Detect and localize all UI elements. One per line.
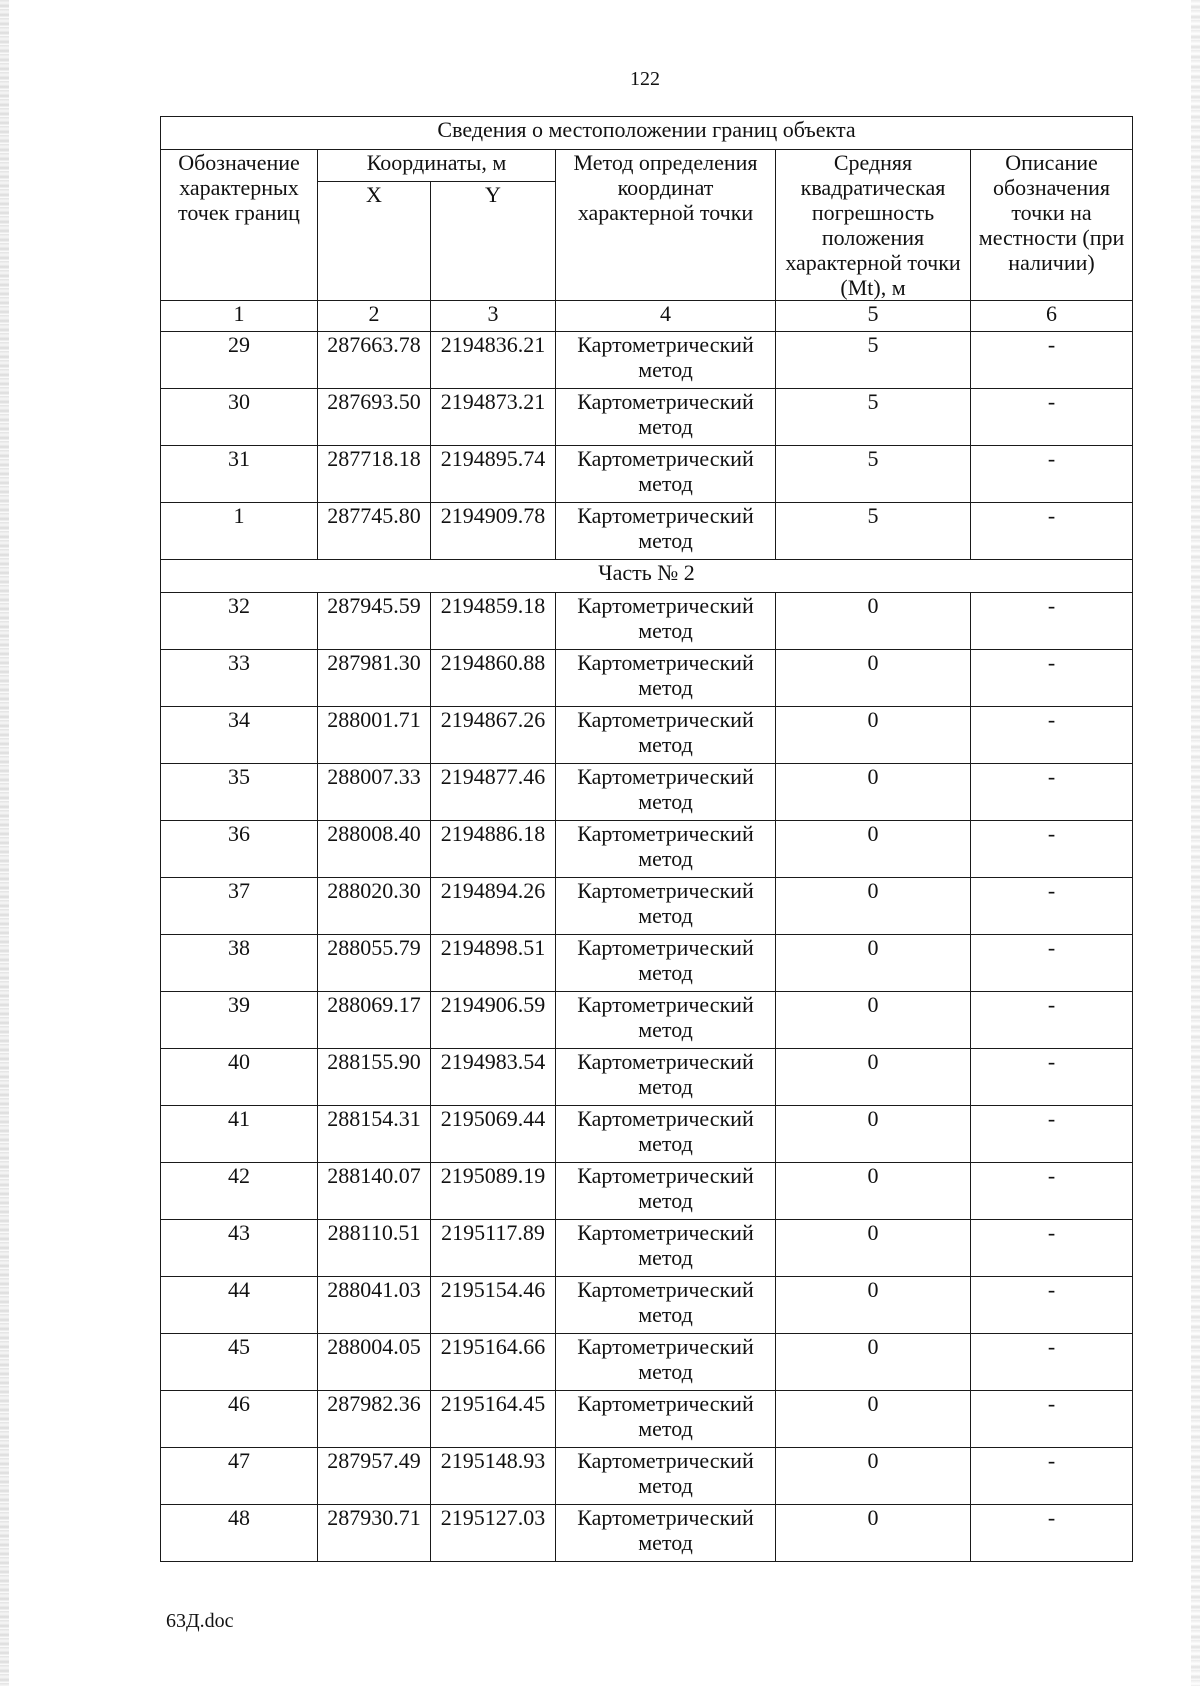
cell-x: 288110.51: [318, 1220, 431, 1277]
cell-x: 287718.18: [318, 446, 431, 503]
cell-x: 288008.40: [318, 821, 431, 878]
cell-error: 0: [776, 1334, 971, 1391]
cell-method: Картометрический метод: [556, 1334, 776, 1391]
cell-x: 288004.05: [318, 1334, 431, 1391]
table-row: [161, 935, 1133, 992]
cell-y: 2194894.26: [431, 878, 556, 935]
cell-error: 5: [776, 503, 971, 560]
cell-x: 287663.78: [318, 332, 431, 389]
header-error: Средняя квадратическая погрешность положения характерной точки (Mt), м: [776, 150, 971, 301]
cell-method: Картометрический метод: [556, 1277, 776, 1334]
part-1-rows: [161, 332, 1133, 560]
cell-y: 2194836.21: [431, 332, 556, 389]
cell-x: 288140.07: [318, 1163, 431, 1220]
cell-description: -: [971, 764, 1133, 821]
cell-description: -: [971, 992, 1133, 1049]
cell-method: Картометрический метод: [556, 764, 776, 821]
cell-description: -: [971, 821, 1133, 878]
table-row: [161, 1106, 1133, 1163]
cell-method: Картометрический метод: [556, 1220, 776, 1277]
table-header: [161, 117, 1133, 332]
header-x: X: [318, 182, 431, 301]
cell-x: 287745.80: [318, 503, 431, 560]
cell-method: Картометрический метод: [556, 1163, 776, 1220]
table-row: [161, 1448, 1133, 1505]
column-number: 5: [776, 301, 971, 332]
cell-x: 288007.33: [318, 764, 431, 821]
table-row: [161, 707, 1133, 764]
cell-x: 287981.30: [318, 650, 431, 707]
cell-y: 2194859.18: [431, 593, 556, 650]
cell-y: 2195117.89: [431, 1220, 556, 1277]
table-row: [161, 821, 1133, 878]
table-row: [161, 1505, 1133, 1562]
cell-method: Картометрический метод: [556, 821, 776, 878]
cell-y: 2194906.59: [431, 992, 556, 1049]
cell-x: 287930.71: [318, 1505, 431, 1562]
cell-point: 38: [161, 935, 318, 992]
cell-x: 288055.79: [318, 935, 431, 992]
cell-description: -: [971, 878, 1133, 935]
column-number: 3: [431, 301, 556, 332]
cell-method: Картометрический метод: [556, 1448, 776, 1505]
section-header: [161, 560, 1133, 593]
cell-method: Картометрический метод: [556, 1505, 776, 1562]
cell-method: Картометрический метод: [556, 1391, 776, 1448]
cell-description: -: [971, 707, 1133, 764]
cell-y: 2195069.44: [431, 1106, 556, 1163]
header-point: Обозначение характерных точек границ: [161, 150, 318, 301]
cell-error: 0: [776, 1049, 971, 1106]
cell-y: 2194983.54: [431, 1049, 556, 1106]
cell-error: 0: [776, 1448, 971, 1505]
page-number: 122: [630, 68, 660, 90]
table-row: [161, 1391, 1133, 1448]
cell-point: 42: [161, 1163, 318, 1220]
boundary-coordinates-table: [160, 116, 1133, 1562]
cell-description: -: [971, 935, 1133, 992]
table-row: [161, 1220, 1133, 1277]
cell-y: 2194867.26: [431, 707, 556, 764]
cell-x: 288069.17: [318, 992, 431, 1049]
cell-y: 2194873.21: [431, 389, 556, 446]
cell-error: 0: [776, 707, 971, 764]
table-row: [161, 1049, 1133, 1106]
cell-error: 0: [776, 1277, 971, 1334]
cell-y: 2194895.74: [431, 446, 556, 503]
cell-error: 0: [776, 650, 971, 707]
cell-x: 288020.30: [318, 878, 431, 935]
header-coordinates: Координаты, м: [318, 150, 556, 182]
column-number: 6: [971, 301, 1133, 332]
cell-x: 287957.49: [318, 1448, 431, 1505]
cell-description: -: [971, 1391, 1133, 1448]
column-number: 4: [556, 301, 776, 332]
cell-error: 0: [776, 1163, 971, 1220]
cell-point: 48: [161, 1505, 318, 1562]
cell-y: 2194877.46: [431, 764, 556, 821]
cell-y: 2195127.03: [431, 1505, 556, 1562]
cell-point: 47: [161, 1448, 318, 1505]
cell-point: 37: [161, 878, 318, 935]
cell-error: 0: [776, 992, 971, 1049]
cell-point: 32: [161, 593, 318, 650]
cell-point: 46: [161, 1391, 318, 1448]
cell-description: -: [971, 1220, 1133, 1277]
cell-description: -: [971, 1448, 1133, 1505]
cell-point: 43: [161, 1220, 318, 1277]
table-row: [161, 332, 1133, 389]
cell-point: 34: [161, 707, 318, 764]
cell-description: -: [971, 1277, 1133, 1334]
scan-edge-right: [1191, 0, 1200, 1686]
column-number: 2: [318, 301, 431, 332]
cell-error: 0: [776, 1106, 971, 1163]
cell-error: 0: [776, 935, 971, 992]
cell-y: 2194909.78: [431, 503, 556, 560]
cell-method: Картометрический метод: [556, 992, 776, 1049]
cell-description: -: [971, 1505, 1133, 1562]
cell-description: -: [971, 446, 1133, 503]
cell-point: 39: [161, 992, 318, 1049]
cell-description: -: [971, 650, 1133, 707]
cell-method: Картометрический метод: [556, 503, 776, 560]
cell-x: 288155.90: [318, 1049, 431, 1106]
cell-point: 35: [161, 764, 318, 821]
cell-error: 0: [776, 1220, 971, 1277]
table-row: [161, 878, 1133, 935]
cell-method: Картометрический метод: [556, 1049, 776, 1106]
table-row: [161, 593, 1133, 650]
cell-point: 33: [161, 650, 318, 707]
cell-y: 2194898.51: [431, 935, 556, 992]
cell-description: -: [971, 1106, 1133, 1163]
cell-y: 2195154.46: [431, 1277, 556, 1334]
cell-error: 0: [776, 1391, 971, 1448]
table-row: [161, 446, 1133, 503]
cell-method: Картометрический метод: [556, 593, 776, 650]
cell-method: Картометрический метод: [556, 389, 776, 446]
cell-description: -: [971, 1049, 1133, 1106]
table-row: [161, 764, 1133, 821]
cell-point: 31: [161, 446, 318, 503]
cell-error: 0: [776, 821, 971, 878]
cell-x: 287693.50: [318, 389, 431, 446]
header-method: Метод определения координат характерной точки: [556, 150, 776, 301]
cell-error: 5: [776, 332, 971, 389]
cell-x: 287982.36: [318, 1391, 431, 1448]
cell-point: 36: [161, 821, 318, 878]
table-row: [161, 650, 1133, 707]
cell-point: 44: [161, 1277, 318, 1334]
cell-point: 30: [161, 389, 318, 446]
cell-point: 40: [161, 1049, 318, 1106]
cell-error: 0: [776, 764, 971, 821]
cell-point: 1: [161, 503, 318, 560]
cell-description: -: [971, 503, 1133, 560]
cell-description: -: [971, 332, 1133, 389]
cell-error: 5: [776, 446, 971, 503]
header-description: Описание обозначения точки на местности (при наличии): [971, 150, 1133, 301]
cell-y: 2195164.66: [431, 1334, 556, 1391]
cell-x: 288001.71: [318, 707, 431, 764]
cell-method: Картометрический метод: [556, 878, 776, 935]
footer-document-name: 63Д.doc: [166, 1610, 234, 1632]
table-row: [161, 1163, 1133, 1220]
cell-x: 287945.59: [318, 593, 431, 650]
cell-method: Картометрический метод: [556, 1106, 776, 1163]
cell-description: -: [971, 593, 1133, 650]
cell-error: 0: [776, 593, 971, 650]
cell-y: 2194860.88: [431, 650, 556, 707]
cell-method: Картометрический метод: [556, 446, 776, 503]
cell-description: -: [971, 1334, 1133, 1391]
part-2-rows: [161, 593, 1133, 1562]
cell-y: 2195089.19: [431, 1163, 556, 1220]
cell-y: 2195164.45: [431, 1391, 556, 1448]
table-row: [161, 389, 1133, 446]
cell-description: -: [971, 1163, 1133, 1220]
cell-y: 2194886.18: [431, 821, 556, 878]
table-title: Сведения о местоположении границ объекта: [161, 117, 1133, 150]
section-label: Часть № 2: [161, 560, 1133, 593]
cell-error: 0: [776, 878, 971, 935]
cell-method: Картометрический метод: [556, 707, 776, 764]
table-row: [161, 503, 1133, 560]
cell-point: 29: [161, 332, 318, 389]
column-number: 1: [161, 301, 318, 332]
table-row: [161, 1334, 1133, 1391]
cell-description: -: [971, 389, 1133, 446]
cell-x: 288154.31: [318, 1106, 431, 1163]
cell-method: Картометрический метод: [556, 332, 776, 389]
scan-edge-left: [0, 0, 9, 1686]
cell-point: 41: [161, 1106, 318, 1163]
cell-error: 5: [776, 389, 971, 446]
cell-error: 0: [776, 1505, 971, 1562]
cell-method: Картометрический метод: [556, 650, 776, 707]
cell-x: 288041.03: [318, 1277, 431, 1334]
cell-method: Картометрический метод: [556, 935, 776, 992]
cell-point: 45: [161, 1334, 318, 1391]
header-y: Y: [431, 182, 556, 301]
cell-y: 2195148.93: [431, 1448, 556, 1505]
table-row: [161, 992, 1133, 1049]
table-row: [161, 1277, 1133, 1334]
